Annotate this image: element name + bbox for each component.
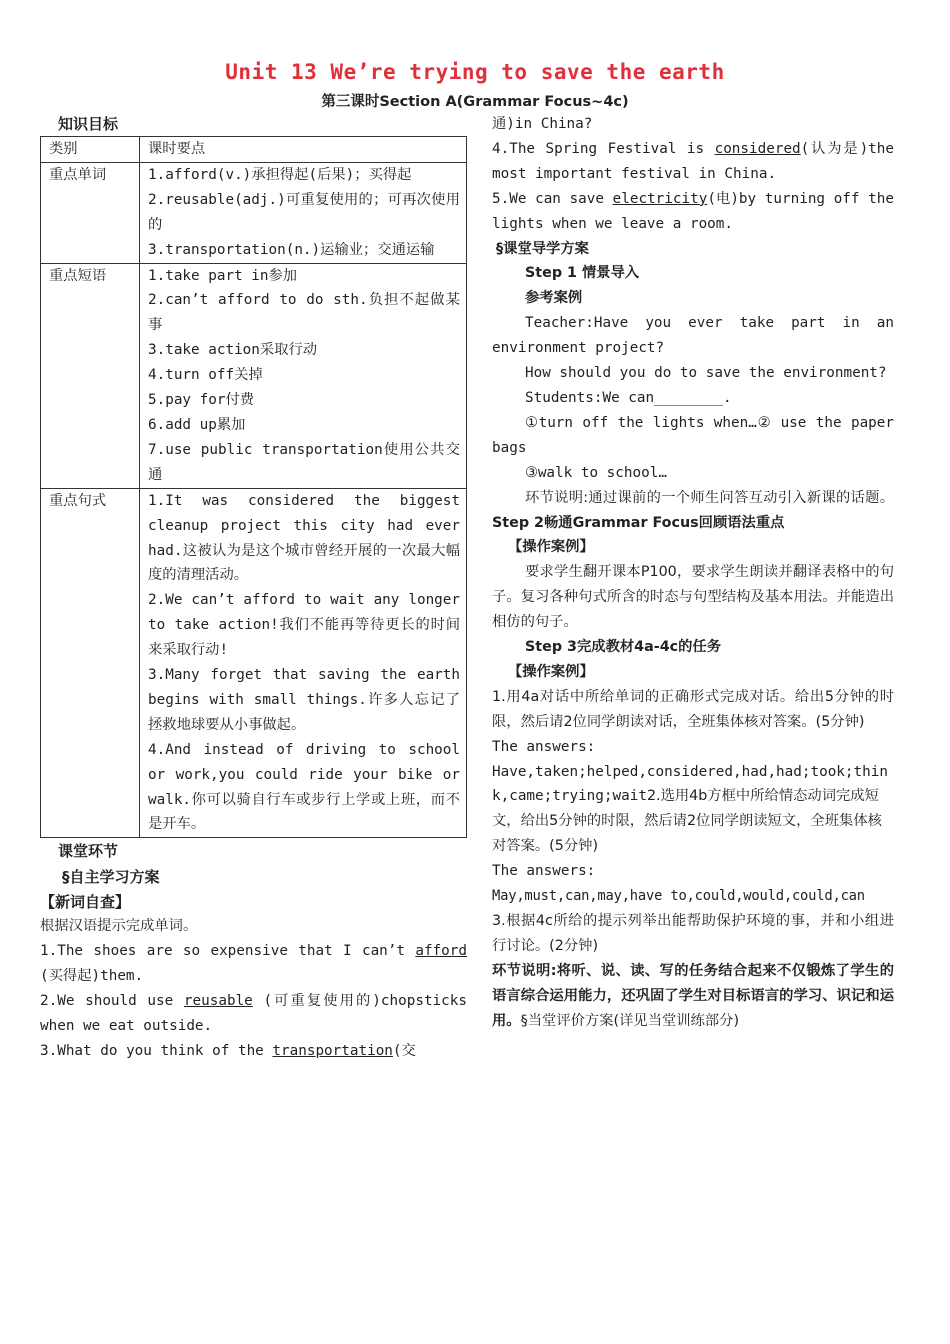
answers-1: Have,taken;helped,considered,had,had;took;think,came;trying;wait2.选用4b方框中所给情态动词完成短文，给出5分钟的时限，然后请2位同学朗读短文，全班集体核对答案。(5分钟) <box>492 763 888 855</box>
step-1-heading: Step 1 情景导入 <box>525 265 640 282</box>
instruction-text: 根据汉语提示完成单词。 <box>40 918 198 935</box>
list-item: 7.use public transportation使用公共交通 <box>148 441 460 483</box>
how-line: How should you do to save the environment? <box>525 365 887 382</box>
step-1-note: 环节说明:通过课前的一个师生问答互动引入新课的话题。Step 2畅通Grammar Focus回顾语法重点 <box>492 489 894 531</box>
row-items <box>140 488 467 838</box>
reference-case-heading: 参考案例 <box>525 290 583 307</box>
table-row <box>41 263 467 488</box>
knowledge-goals-heading: 知识目标 <box>58 115 119 133</box>
row-category: 重点短语 <box>41 263 140 488</box>
answer-blank: transportation <box>272 1042 393 1059</box>
answer-blank: considered <box>714 140 801 157</box>
list-item: 3.transportation(n.)运输业；交通运输 <box>148 241 435 258</box>
list-item: 6.add up累加 <box>148 416 246 433</box>
answers-2: May,must,can,may,have to,could,would,could,can <box>492 888 865 905</box>
list-item: 3.Many forget that saving the earth begins with small things.许多人忘记了拯救地球要从小事做起。 <box>148 667 460 733</box>
row-category: 重点句式 <box>41 488 140 838</box>
page-title: Unit 13 We’re trying to save the earth <box>225 60 725 84</box>
step-3-note: 环节说明:将听、说、读、写的任务结合起来不仅锻炼了学生的语言综合运用能力，还巩固了学生对目标语言的学习、识记和运用。§当堂评价方案(详见当堂训练部分) <box>492 962 894 1029</box>
teacher-line: Teacher:Have you ever take part in an environment project? <box>492 315 894 357</box>
list-item: 1.It was considered the biggest cleanup project this city had ever had.这被认为是这个城市曾经开展的一次最大幅度的清理活动。 <box>148 492 460 584</box>
knowledge-table <box>40 136 467 838</box>
class-section-heading: 课堂环节 <box>58 842 119 861</box>
question-5: 5.We can save electricity(电)by turning off the lights when we leave a room. <box>492 190 894 232</box>
list-item: 1.take part in参加 <box>148 267 298 284</box>
task-1: 1.用4a对话中所给单词的正确形式完成对话。给出5分钟的时限，然后请2位同学朗读对话，全班集体核对答案。(5分钟) <box>492 688 894 730</box>
students-line: Students:We can________. <box>525 389 732 406</box>
step-2-heading: Step 2畅通Grammar Focus回顾语法重点 <box>492 514 785 531</box>
answers-label: The answers: <box>492 863 596 880</box>
new-words-heading: 【新词自查】 <box>40 893 131 912</box>
question-3-continued: 通)in China? <box>492 116 593 132</box>
list-item: 4.And instead of driving to school or work,you could ride your bike or walk.你可以骑自行车或步行上学或上班，而不是开车。 <box>148 741 460 833</box>
question-2: 2.We should use reusable (可重复使用的)chopsticks when we eat outside. <box>40 993 467 1034</box>
list-item: 5.pay for付费 <box>148 392 255 409</box>
page-subtitle: 第三课时Section A(Grammar Focus~4c) <box>321 94 629 110</box>
answer-blank: reusable <box>183 993 253 1010</box>
table-row <box>41 162 467 263</box>
table-header-row <box>41 137 467 163</box>
list-item: 3.take action采取行动 <box>148 342 318 359</box>
guide-heading: §课堂导学方案 <box>496 240 589 257</box>
question-1: 1.The shoes are so expensive that I can’t afford (买得起)them. <box>40 943 467 985</box>
table-row <box>41 488 467 838</box>
step-3-heading: Step 3完成教材4a-4c的任务 <box>525 639 722 656</box>
answer-blank: electricity <box>612 190 708 207</box>
list-item: 2.can’t afford to do sth.负担不起做某事 <box>148 292 460 334</box>
answers-label: The answers: <box>492 738 596 755</box>
row-category: 重点单词 <box>41 162 140 263</box>
list-item: 2.reusable(adj.)可重复使用的；可再次使用的 <box>148 191 460 233</box>
operation-case-heading: 【操作案例】 <box>508 663 594 680</box>
row-items <box>140 162 467 263</box>
walk-line: ③walk to school… <box>525 464 667 481</box>
operation-case-heading: 【操作案例】 <box>508 539 594 556</box>
options-line: ①turn off the lights when…② use the paper bags <box>492 414 894 456</box>
table-header-category: 类别 <box>41 137 140 163</box>
table-header-points: 课时要点 <box>140 137 467 163</box>
list-item: 2.We can’t afford to wait any longer to take action!我们不能再等待更长的时间来采取行动! <box>148 592 460 659</box>
right-column <box>492 112 894 1034</box>
list-item: 1.afford(v.)承担得起(后果)；买得起 <box>148 166 412 183</box>
left-column <box>40 112 467 1064</box>
question-3: 3.What do you think of the transportation(交 <box>40 1042 416 1059</box>
answer-blank: afford <box>415 943 467 960</box>
operation-text: 要求学生翻开课本P100，要求学生朗读并翻译表格中的句子。复习各种句式所含的时态与句型结构及基本用法。并能造出相仿的句子。 <box>492 564 894 631</box>
list-item: 4.turn off关掉 <box>148 367 263 384</box>
row-items <box>140 263 467 488</box>
question-4: 4.The Spring Festival is considered(认为是)the most important festival in China. <box>492 140 894 182</box>
task-3: 3.根据4c所给的提示列举出能帮助保护环境的事，并和小组进行讨论。(2分钟) <box>492 913 894 954</box>
self-study-heading: §自主学习方案 <box>62 868 160 887</box>
